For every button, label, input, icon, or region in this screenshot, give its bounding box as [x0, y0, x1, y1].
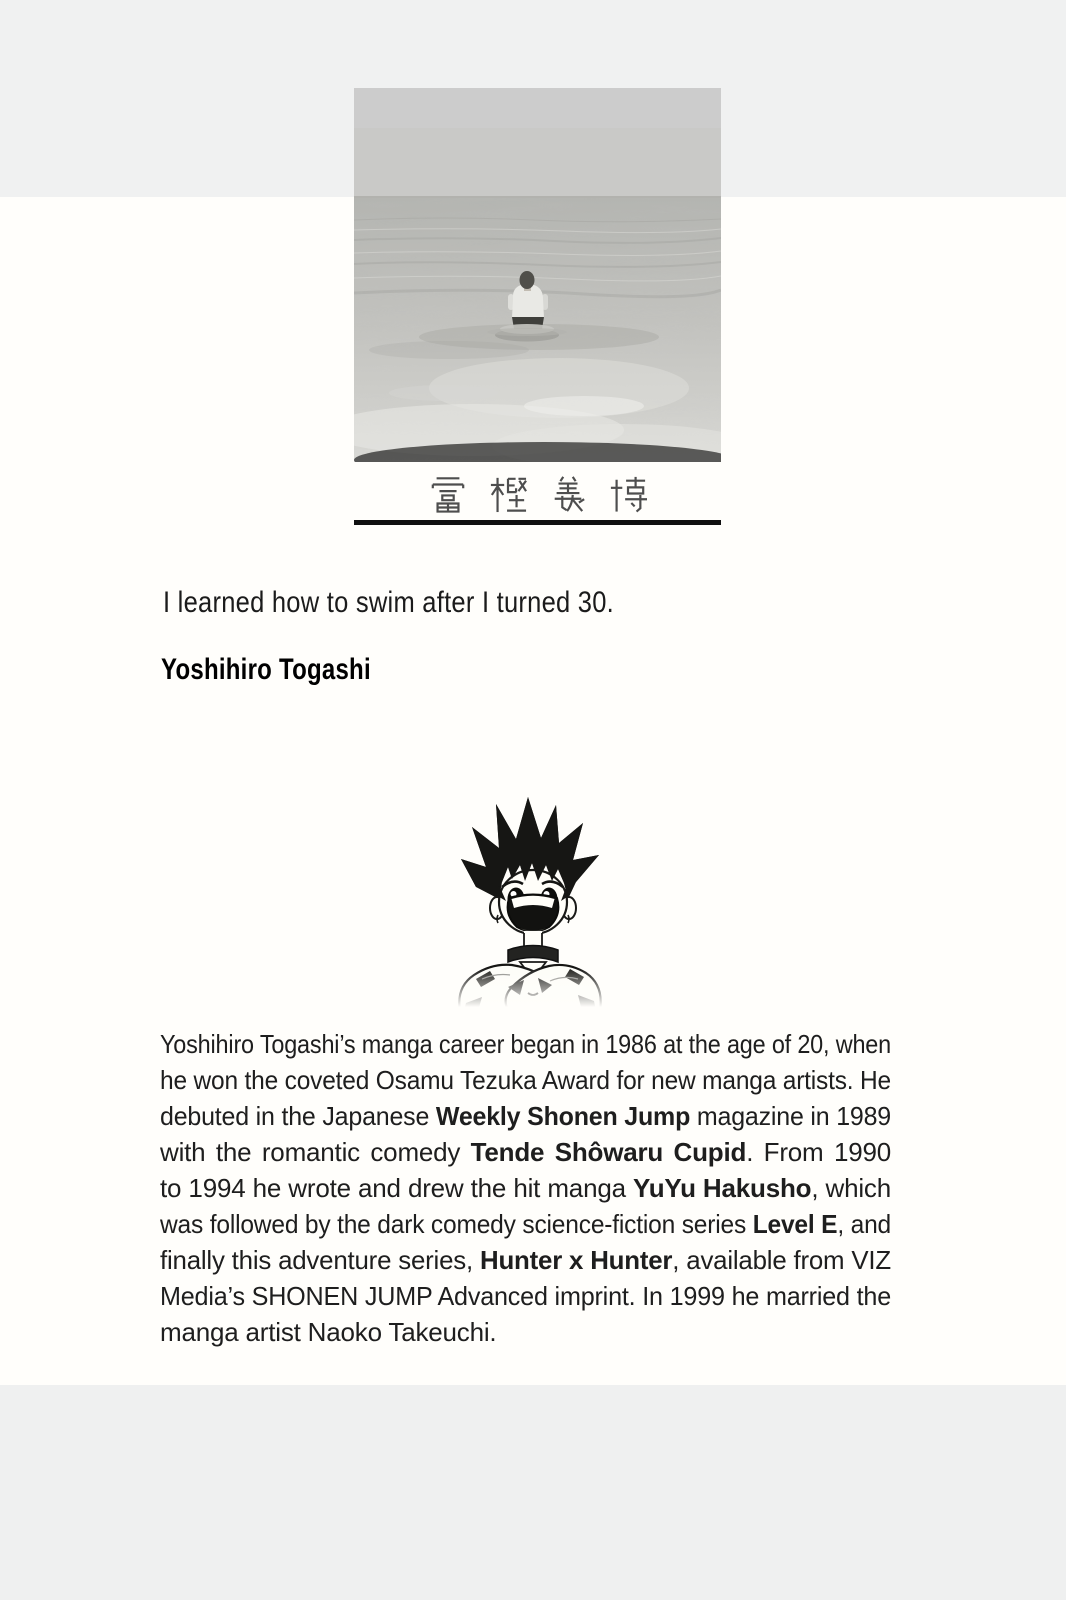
- kanji-glyph-kashi: [489, 475, 527, 513]
- author-quote: I learned how to swim after I turned 30.: [163, 586, 615, 619]
- reader-bottom-margin: [0, 1385, 1066, 1600]
- bio-line: was followed by the dark comedy science-fiction series Level E, and: [160, 1209, 891, 1239]
- bio-line: debuted in the Japanese Weekly Shonen Jump magazine in 1989: [160, 1101, 891, 1131]
- author-kanji-name: [354, 474, 721, 514]
- bio-line: manga artist Naoko Takeuchi.: [160, 1317, 497, 1347]
- kanji-glyph-hiro: [609, 475, 647, 513]
- author-name: Yoshihiro Togashi: [161, 653, 371, 686]
- illustration-fade: [448, 968, 614, 1014]
- bio-paragraph: [160, 1029, 891, 1353]
- bio-line: with the romantic comedy Tende Shôwaru Cupid. From 1990: [160, 1137, 891, 1167]
- bio-line: to 1994 he wrote and drew the hit manga YuYu Hakusho, which: [160, 1173, 891, 1203]
- bio-line: finally this adventure series, Hunter x Hunter, available from VIZ: [160, 1245, 891, 1275]
- bio-line: Media’s SHONEN JUMP Advanced imprint. In 1999 he married the: [160, 1281, 891, 1311]
- sea-photo-graphic: [354, 88, 721, 462]
- kanji-glyph-tomi: [429, 475, 467, 513]
- kanji-glyph-yoshi: [549, 475, 587, 513]
- author-photo-sea: [354, 88, 721, 462]
- bio-line: he won the coveted Osamu Tezuka Award for new manga artists. He: [160, 1065, 891, 1095]
- divider-rule: [354, 520, 721, 525]
- bio-line: Yoshihiro Togashi’s manga career began in 1986 at the age of 20, when: [160, 1029, 891, 1059]
